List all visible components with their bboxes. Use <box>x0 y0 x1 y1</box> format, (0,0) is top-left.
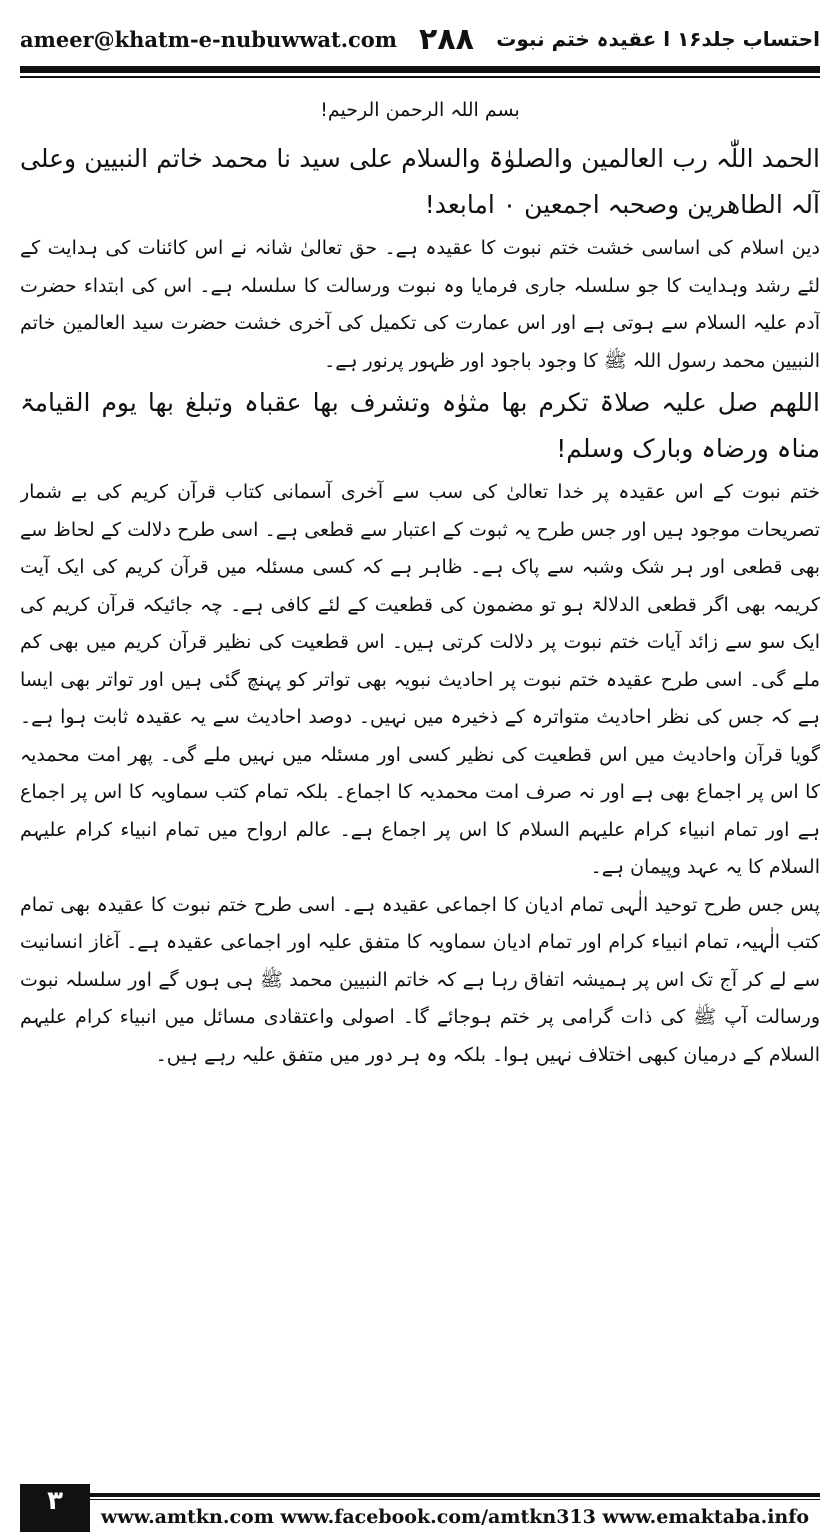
paragraph-foundation-of-islam: دین اسلام کی اساسی خشت ختم نبوت کا عقیدہ ہے۔ حق تعالیٰ شانہ نے اس کائنات کی ہدایت کے لئے رشد وہدایت کا جو سلسلہ جاری فرمایا وہ نبوت ورسالت کا سلسلہ ہے۔ اس کی ابتداء حضرت آدم علیہ السلام سے ہوتی ہے اور اس عمارت کی تکمیل کی آخری خشت حضرت سید العالمین خاتم النبیین محمد رسول اللہ ﷺ کا وجود باجود اور ظہور پرنور ہے۔ <box>20 237 820 372</box>
paragraph-quran-evidence: ختم نبوت کے اس عقیدہ پر خدا تعالیٰ کی سب سے آخری آسمانی کتاب قرآن کریم کی بے شمار تصریحات موجود ہیں اور جس طرح یہ ثبوت کے اعتبار سے قطعی ہے۔ اسی طرح دلالت کے لحاظ سے بھی قطعی اور ہر شک وشبہ سے پاک ہے۔ ظاہر ہے کہ کسی مسئلہ میں قرآن کریم کی ایک آیت کریمہ بھی اگر قطعی الدلالۃ ہو تو مضمون کی قطعیت کے لئے کافی ہے۔ چہ جائیکہ قرآن کریم کی ایک سو سے زائد آیات ختم نبوت پر دلالت کرتی ہیں۔ اس قطعیت کی نظیر قرآن کریم میں بھی کم ملے گی۔ اسی طرح عقیدہ ختم نبوت پر احادیث نبویہ بھی تواتر کو پہنچ گئی ہیں اور تواتر بھی ایسا ہے کہ جس کی نظر احادیث متواترہ کے ذخیرہ میں نہیں۔ دوصد احادیث سے یہ عقیدہ ثابت ہوا ہے۔ گویا قرآن واحادیث میں اس قطعیت کی نظیر کسی اور مسئلہ میں نہیں ملے گی۔ پھر امت محمدیہ کا اس پر اجماع بھی ہے اور نہ صرف امت محمدیہ کا اجماع۔ بلکہ تمام کتب سماویہ کا اس پر اجماع ہے اور تمام انبیاء کرام علیہم السلام کا اس پر اجماع ہے۔ عالم ارواح میں تمام انبیاء کرام علیہم السلام کا یہ عہد وپیمان ہے۔ <box>20 481 820 878</box>
arabic-durood: اللھم صل علیہ صلاۃ تکرم بھا مثوٰہ وتشرف بھا عقباہ وتبلغ بھا یوم القیامۃ مناہ ورضاہ وبارک وسلم! <box>20 388 820 463</box>
footer-page-number: ۳ <box>20 1484 90 1532</box>
footer-links-block <box>90 1484 820 1532</box>
footer-rule-thin <box>90 1499 820 1500</box>
page-body <box>20 88 820 1450</box>
footer-rule-thick <box>90 1493 820 1497</box>
paragraph-consensus: پس جس طرح توحید الٰہی تمام ادیان کا اجماعی عقیدہ ہے۔ اسی طرح ختم نبوت کا عقیدہ بھی تمام کتب الٰہیہ، تمام انبیاء کرام اور تمام ادیان سماویہ کا متفق علیہ اور اجماعی عقیدہ ہے۔ آغاز انسانیت سے لے کر آج تک اس پر ہمیشہ اتفاق رہا ہے کہ خاتم النبیین محمد ﷺ ہی ہوں گے اور سلسلہ نبوت ورسالت آپ ﷺ کی ذات گرامی پر ختم ہوجائے گا۔ اصولی واعتقادی مسائل میں انبیاء کرام علیہم السلام کے درمیان کبھی اختلاف نہیں ہوا۔ بلکہ وہ ہر دور میں متفق علیہ رہے ہیں۔ <box>20 893 820 1066</box>
header-page-number: ۲۸۸ <box>419 21 474 57</box>
page-footer <box>20 1484 820 1532</box>
header-left <box>20 22 474 57</box>
bismillah-line: بسم اللہ الرحمن الرحیم! <box>320 99 520 121</box>
header-rule-thin <box>20 76 820 78</box>
footer-website-links: www.amtkn.com www.facebook.com/amtkn313 www.emaktaba.info <box>100 1506 810 1528</box>
header-email: ameer@khatm-e-nubuwwat.com <box>20 26 398 52</box>
header-rule-thick <box>20 66 820 73</box>
arabic-opening-dua: الحمد اللّٰہ رب العالمین والصلوٰۃ والسلام علی سید نا محمد خاتم النبیین وعلی آلہ الطاھرین وصحبہ اجمعین ۰ امابعد! <box>20 144 820 219</box>
page-header <box>20 14 820 64</box>
header-book-title: احتساب جلد۱۶ ا عقیدہ ختم نبوت <box>496 27 820 51</box>
